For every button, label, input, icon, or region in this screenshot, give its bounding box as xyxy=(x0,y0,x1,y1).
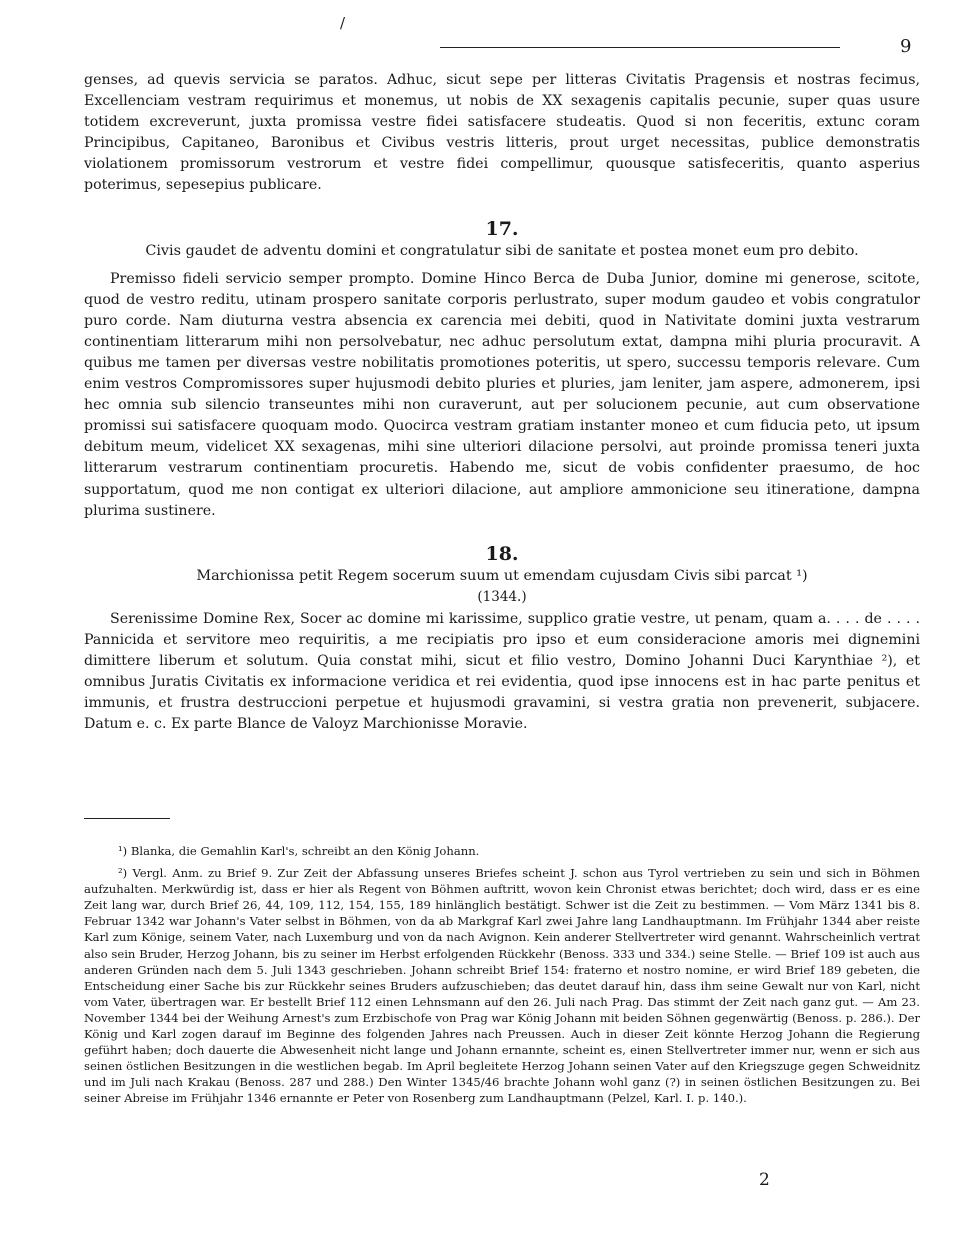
main-text xyxy=(84,70,920,735)
signature-mark: 2 xyxy=(759,1170,770,1190)
letter-17-number: 17. xyxy=(485,217,519,240)
spacer xyxy=(84,197,920,217)
letter-18 xyxy=(84,542,920,736)
letter-17-summary: Civis gaudet de adventu domini et congratulatur sibi de sanitate et postea monet eum pro debito. xyxy=(145,242,859,259)
footnote-1: ¹) Blanka, die Gemahlin Karl's, schreibt an den König Johann. xyxy=(118,844,480,858)
page-number: 9 xyxy=(900,36,912,57)
letter-17-text: Premisso fideli servicio semper prompto. Domine Hinco Berca de Duba Junior, domine mi generose, scitote, quod de vestro reditu, utinam prospero sanitate corporis perlustrato, super modum gaudeo et vobis congratulor puro corde. Nam diuturna vestra absencia ex carencia mei debiti, quod in Nativitate domini juxta vestrarum continentiam litterarum mihi non persolvebatur, nec adhuc persolutum extat, dampna mihi pluria procuravit. A quibus me tamen per diversas vestre nobilitatis promotiones poteritis, ut spero, successu temporis relevare. Cum enim vestros Compromissores super hujusmodi debito pluries et pluries, jam leniter, jam aspere, admonerem, ipsi hec omnia sub silencio transeuntes mihi non curaverunt, aut per solucionem pecunie, aut cum observatione promissi sui satisfacere quoquam modo. Quocirca vestram gratiam instanter moneo et cum fiducia peto, ut ipsum debitum meum, videlicet XX sexagenas, mihi sine ulteriori dilacione persolvi, aut proinde promissa teneri juxta litterarum vestrarum continentiam procuretis. Habendo me, sicut de vobis confidenter praesumo, de hoc supportatum, quod me non contigat ex ulteriori dilacione, aut ampliore ammonicione seu itineratione, dampna plurima sustinere. xyxy=(84,270,920,519)
header-rule xyxy=(440,47,840,48)
letter-16-tail-text: genses, ad quevis servicia se paratos. Adhuc, sicut sepe per litteras Civitatis Pragensis et nostras fecimus, Excellenciam vestram requirimus et monemus, ut nobis de XX sexagenis capitalis pecunie, super quas usure totidem excreverunt, juxta promissa vestre fidei satisfacere studeatis. Quod si non feceritis, extunc coram Principibus, Capitaneo, Baronibus et Civibus vestris litteris, prout urget necessitas, publice demonstratis violationem promissorum vestrorum et vestre fidei compellimur, quousque satisfeceritis, quanto asperius poterimus, sepesepius publicare. xyxy=(84,72,920,194)
footnotes xyxy=(84,843,920,1107)
letter-18-text: Serenissime Domine Rex, Socer ac domine mi karissime, supplico gratie vestre, ut penam, quam a. . . . de . . . . Pannicida et servitore meo requiritis, a me recipiatis pro ipso et eum consideracione amoris mei dignemini dimittere liberum et solutum. Quia constat mihi, sicut et filio vestro, Domino Johanni Duci Karynthiae ²), et omnibus Juratis Civitatis ex informacione veridica et rei evidentia, quod ipse innocens est in hac parte penitus et immunis, et frustra destruccioni perpetue et hujusmodi gravamini, si vestra gratia non prevenerit, subjacere. Datum e. c. Ex parte Blance de Valoyz Marchionisse Moravie. xyxy=(84,610,920,733)
letter-18-date: (1344.) xyxy=(477,588,527,605)
footnote-2: ²) Vergl. Anm. zu Brief 9. Zur Zeit der Abfassung unseres Briefes scheint J. schon aus Tyrol vertrieben zu sein und sich in Böhmen aufzuhalten. Merkwürdig ist, dass er hier als Regent von Böhmen auftritt, wovon kein Chronist etwas berichtet; doch wird, dass er es eine Zeit lang war, durch Brief 26, 44, 109, 112, 154, 155, 189 hinlänglich bestätigt. Schwer ist die Zeit zu bestimmen. — Vom März 1341 bis 8. Februar 1342 war Johann's Vater selbst in Böhmen, von da ab Markgraf Karl zwei Jahre lang Landhauptmann. Im Frühjahr 1344 aber reiste Karl zum Könige, seinem Vater, nach Luxemburg und von da nach Avignon. Kein anderer Stellvertreter wird genannt. Wahrscheinlich vertrat also sein Bruder, Herzog Johann, bis zu seiner im Herbst erfolgenden Rückkehr (Benoss. 333 und 334.) seine Stelle. — Brief 109 ist auch aus anderen Gründen nach dem 5. Juli 1343 geschrieben. Johann schreibt Brief 154: fraterno et nostro nomine, er wird Brief 189 gebeten, die Entscheidung einer Sache bis zur Rückkehr seines Bruders aufzuschieben; das deutet darauf hin, dass ihm seine Gewalt nur von Karl, nicht vom Vater, übertragen war. Er bestellt Brief 112 einen Lehnsmann auf den 26. Juli nach Prag. Das stimmt der Zeit nach ganz gut. — Am 23. November 1344 bei der Weihung Arnest's zum Erzbischofe von Prag war König Johann mit beiden Söhnen gegenwärtig (Benoss. p. 286.). Der König und Karl zogen darauf im Beginne des folgenden Jahres nach Preussen. Auch in dieser Zeit könnte Herzog Johann die Regierung geführt haben; doch dauerte die Abwesenheit nicht lange und Johann ernannte, scheint es, einen Stellvertreter immer nur, wenn er sich aus seinen östlichen Besitzungen in die westlichen begab. Im April begleitete Herzog Johann seinen Vater auf den Kriegszuge gegen Schweidnitz und im Juli nach Krakau (Benoss. 287 und 288.) Den Winter 1345/46 brachte Johann wohl ganz (?) in seinen östlichen Besitzungen zu. Bei seiner Abreise im Frühjahr 1346 ernannte er Peter von Rosenberg zum Landhauptmann (Pelzel, Karl. I. p. 140.). xyxy=(84,866,920,1106)
letter-18-number: 18. xyxy=(485,542,519,565)
spacer xyxy=(84,522,920,542)
footnote-rule xyxy=(84,818,170,819)
letter-17 xyxy=(84,217,920,522)
letter-18-summary: Marchionissa petit Regem socerum suum ut emendam cujusdam Civis sibi parcat ¹) xyxy=(196,567,808,584)
spacer xyxy=(84,262,920,269)
top-mark: / xyxy=(340,14,346,32)
letter-16-tail xyxy=(84,70,920,197)
